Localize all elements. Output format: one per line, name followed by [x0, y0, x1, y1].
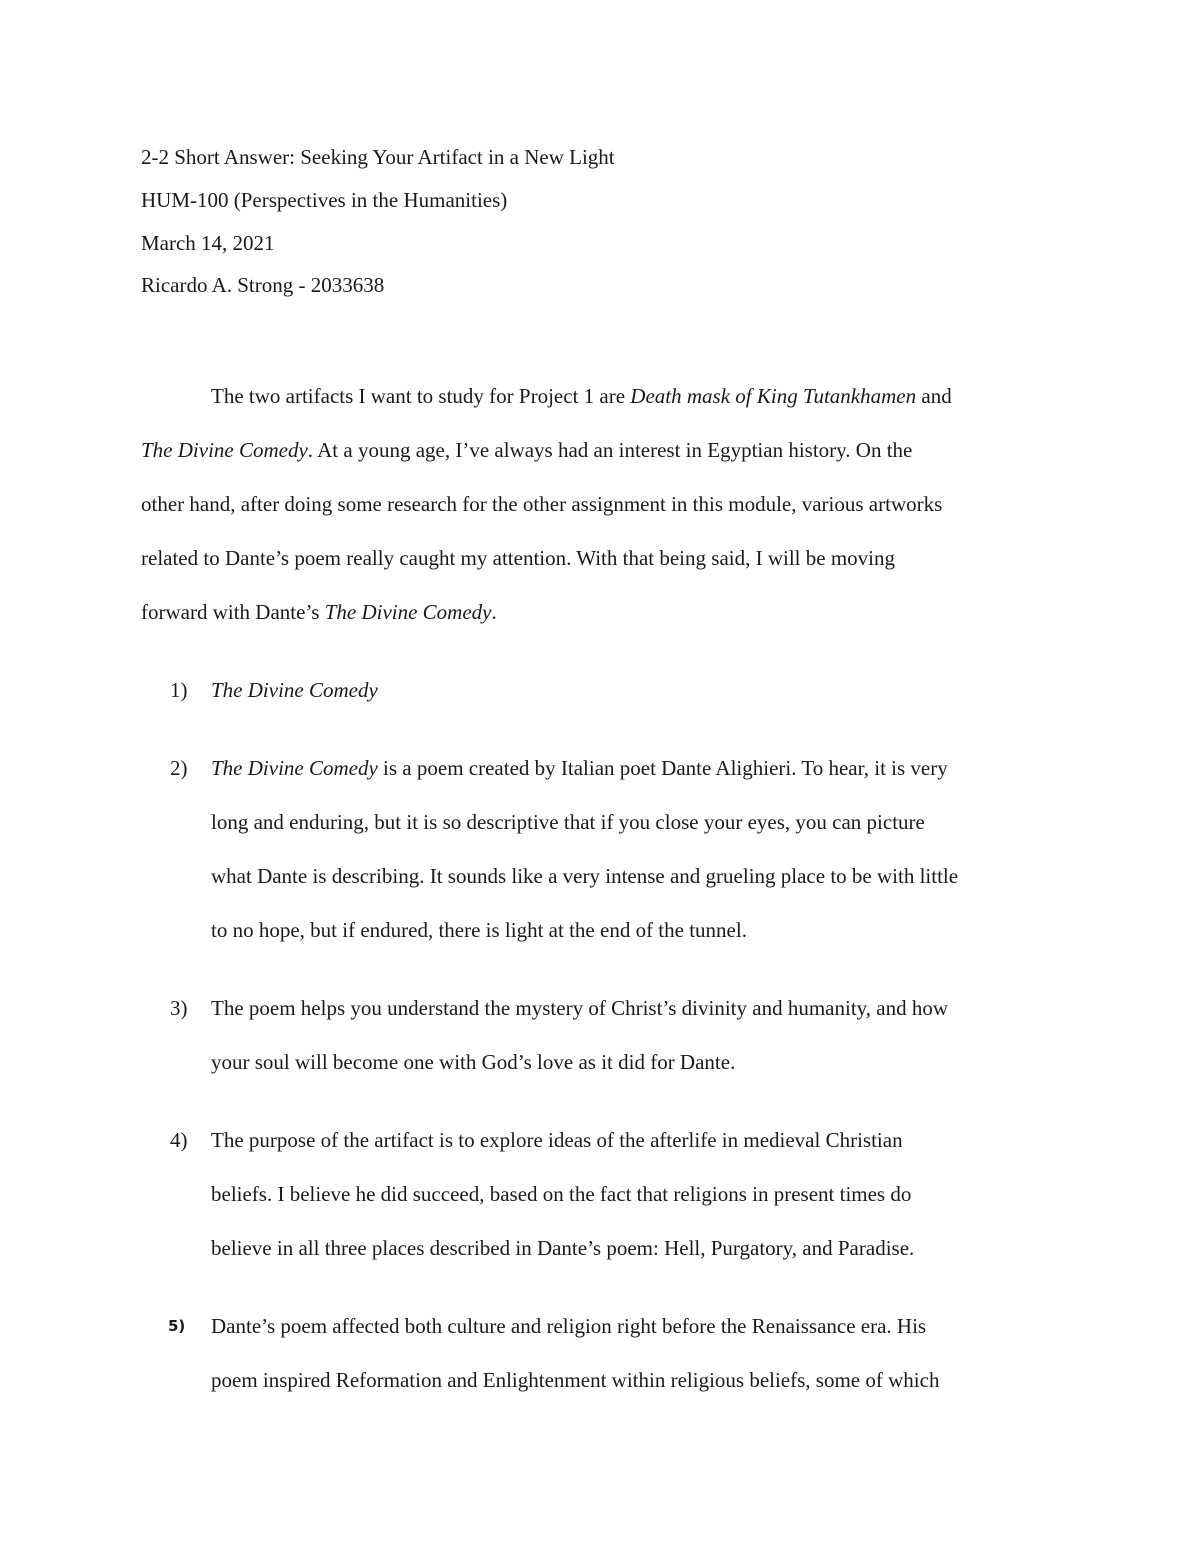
assignment-title: 2-2 Short Answer: Seeking Your Artifact in a New Light: [141, 145, 615, 169]
list-item-text: The Divine Comedy: [211, 678, 378, 702]
intro-line: related to Dante’s poem really caught my attention. With that being said, I will be moving: [141, 546, 896, 570]
list-number: 4): [170, 1128, 188, 1152]
list-item-text: The Divine Comedy is a poem created by Italian poet Dante Alighieri. To hear, it is very long and enduring, but it is so descriptive that if you close your eyes, you can picture what Dante is describing. It sounds like a very intense and grueling place to be with little to no hope, but if endured, there is light at the end of the tunnel.: [211, 756, 959, 942]
list-number: 3): [170, 996, 188, 1020]
intro-paragraph: [141, 369, 1061, 639]
author-name: Ricardo A. Strong - 2033638: [141, 273, 385, 297]
artifact-title-2: The Divine Comedy: [324, 600, 492, 624]
artifact-title-1: Death mask of King Tutankhamen: [630, 384, 917, 408]
artifact-title-2: The Divine Comedy: [141, 438, 308, 462]
course-name: HUM-100 (Perspectives in the Humanities): [141, 188, 508, 212]
submission-date: March 14, 2021: [141, 231, 275, 255]
intro-line: The two artifacts I want to study for Project 1 are Death mask of King Tutankhamen and: [211, 384, 952, 408]
list-item-text: Dante’s poem affected both culture and religion right before the Renaissance era. His poem inspired Reformation and Enlightenment within religious beliefs, some of which: [211, 1314, 940, 1392]
intro-line: The Divine Comedy. At a young age, I’ve always had an interest in Egyptian history. On the: [141, 438, 913, 462]
list-number: 5): [168, 1317, 186, 1335]
list-number: 2): [170, 756, 188, 780]
list-item-text: The poem helps you understand the mystery of Christ’s divinity and humanity, and how your soul will become one with God’s love as it did for Dante.: [211, 996, 949, 1074]
list-item-text: The purpose of the artifact is to explore ideas of the afterlife in medieval Christian beliefs. I believe he did succeed, based on the fact that religions in present times do believe in all three places described in Dante’s poem: Hell, Purgatory, and Paradise.: [211, 1128, 915, 1260]
intro-line: forward with Dante’s The Divine Comedy.: [141, 600, 497, 624]
list-number: 1): [170, 678, 188, 702]
intro-line: other hand, after doing some research for the other assignment in this module, various artworks: [141, 492, 943, 516]
